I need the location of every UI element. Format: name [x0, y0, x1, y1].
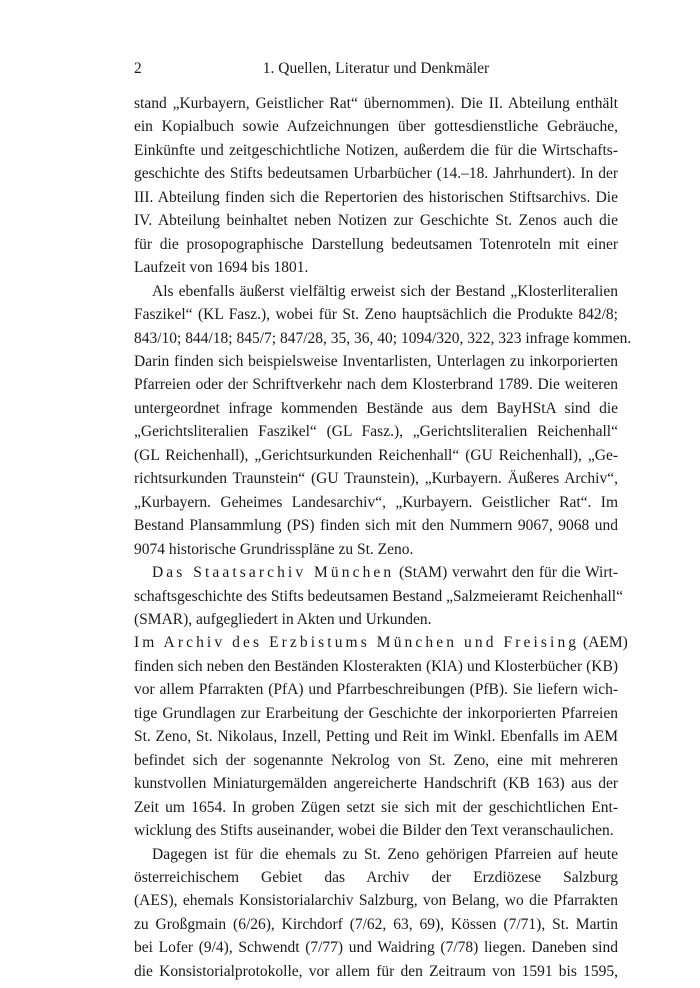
text-line: österreichischem Gebiet das Archiv der Erzdiözese Salzburg — [134, 868, 618, 886]
text-line: schaftsgeschichte des Stifts bedeutsamen Bestand „Salzmeieramt Reichenhall“ — [134, 587, 623, 605]
text-run: (AEM) — [583, 634, 628, 652]
text-line: Bestand Plansammlung (PS) finden sich mit den Nummern 9067, 9068 und — [134, 517, 618, 535]
text-line — [134, 631, 628, 654]
text-line: wicklung des Stifts auseinander, wobei die Bilder den Text veranschaulichen. — [134, 822, 614, 840]
text-line: (GL Reichenhall), „Gerichtsurkunden Reichenhall“ (GU Reichenhall), „Ge- — [134, 446, 618, 464]
text-line: vor allem Pfarrakten (PfA) und Pfarrbeschreibungen (PfB). Sie liefern wich- — [134, 681, 618, 699]
running-head: 1. Quellen, Literatur und Denkmäler — [262, 60, 490, 77]
text-line: tige Grundlagen zur Erarbeitung der Geschichte der inkorporierten Pfarreien — [134, 704, 618, 722]
text-line: die Konsistorialprotokolle, vor allem für den Zeitraum von 1591 bis 1595, — [134, 962, 618, 980]
text-line: für die prosopographische Darstellung bedeutsamen Totenroteln mit einer — [134, 235, 618, 253]
text-line: finden sich neben den Beständen Klosterakten (KlA) und Klosterbücher (KB) — [134, 657, 618, 675]
text-line: zu Großgmain (6/26), Kirchdorf (7/62, 63, 69), Kössen (7/71), St. Martin — [134, 915, 618, 933]
text-line: (AES), ehemals Konsistorialarchiv Salzburg, von Belang, wo die Pfarrakten — [134, 892, 618, 910]
text-line: 9074 historische Grundrisspläne zu St. Zeno. — [134, 540, 414, 558]
text-line: geschichte des Stifts bedeutsamen Urbarbücher (14.–18. Jahrhundert). In der — [134, 165, 618, 183]
text-line: III. Abteilung finden sich die Repertorien des historischen Stiftsarchivs. Die — [134, 188, 618, 206]
text-line: Laufzeit von 1694 bis 1801. — [134, 259, 309, 277]
text-line: Einkünfte und zeitgeschichtliche Notizen, außerdem die für die Wirtschafts- — [134, 141, 618, 159]
body-text — [134, 92, 632, 983]
text-line: Als ebenfalls äußerst vielfältig erweist sich der Bestand „Klosterliteralien — [152, 282, 618, 300]
paragraph — [134, 561, 623, 631]
paragraph — [134, 843, 618, 984]
text-line: untergeordnet infrage kommenden Bestände aus dem BayHStA sind die — [134, 399, 618, 417]
text-line: kunstvollen Miniaturgemälden angereicherte Handschrift (KB 163) aus der — [134, 775, 618, 793]
text-line: ein Kopialbuch sowie Aufzeichnungen über gottesdienstliche Gebräuche, — [134, 118, 618, 136]
text-line: Dagegen ist für die ehemals zu St. Zeno gehörigen Pfarreien auf heute — [152, 845, 618, 863]
text-line: St. Zeno, St. Nikolaus, Inzell, Petting und Reit im Winkl. Ebenfalls im AEM — [134, 728, 618, 746]
text-line: Faszikel“ (KL Fasz.), wobei für St. Zeno hauptsächlich die Produkte 842/8; — [134, 306, 618, 324]
text-line: (SMAR), aufgegliedert in Akten und Urkunden. — [134, 610, 432, 628]
text-line: „Kurbayern. Geheimes Landesarchiv“, „Kurbayern. Geistlicher Rat“. Im — [134, 493, 618, 511]
text-line: „Gerichtsliteralien Faszikel“ (GL Fasz.), „Gerichtsliteralien Reichenhall“ — [134, 423, 618, 441]
text-run: (StAM) verwahrt den für die Wirt- — [399, 564, 618, 582]
text-line: befindet sich der sogenannte Nekrolog von St. Zeno, eine mit mehreren — [134, 751, 618, 769]
page-number: 2 — [134, 60, 142, 77]
text-line: 843/10; 844/18; 845/7; 847/28, 35, 36, 40; 1094/320, 322, 323 infrage kommen. — [134, 329, 632, 347]
paragraph — [134, 631, 628, 842]
text-line: Darin finden sich beispielsweise Inventarlisten, Unterlagen zu inkorporierten — [134, 352, 618, 370]
text-line: Zeit um 1654. In groben Zügen setzt sie sich mit der geschichtlichen Ent- — [134, 798, 618, 816]
text-line: bei Lofer (9/4), Schwendt (7/77) und Waidring (7/78) liegen. Daneben sind — [134, 939, 618, 957]
text-line: richtsurkunden Traunstein“ (GU Traunstein), „Kurbayern. Äußeres Archiv“, — [134, 470, 618, 488]
text-line: Pfarreien oder der Schriftverkehr nach dem Klosterbrand 1789. Die weiteren — [134, 376, 618, 394]
spaced-archive-name: Das Staatsarchiv München — [152, 564, 395, 582]
text-line — [134, 561, 618, 584]
text-line: stand „Kurbayern, Geistlicher Rat“ übernommen). Die II. Abteilung enthält — [134, 95, 618, 112]
text-line: IV. Abteilung beinhaltet neben Notizen zur Geschichte St. Zenos auch die — [134, 212, 618, 230]
spaced-archive-name: Im Archiv des Erzbistums München und Freising — [134, 634, 580, 652]
paragraph — [134, 280, 632, 561]
paragraph — [134, 92, 618, 280]
